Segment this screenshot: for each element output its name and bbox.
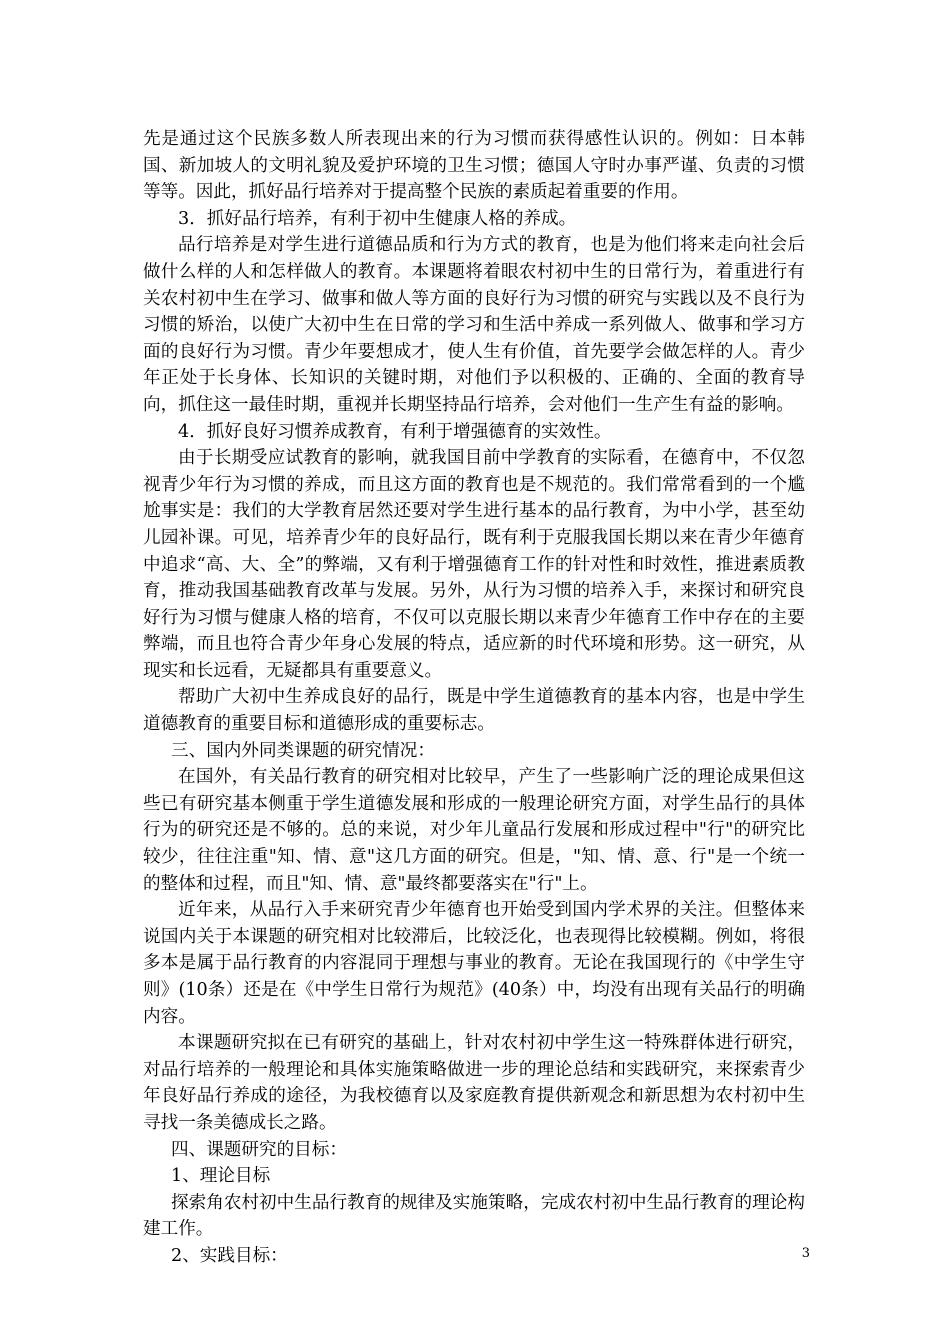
subheading-practice-goal: 2、实践目标： xyxy=(171,1245,288,1266)
paragraph-theory-goal: 探索角农村初中生品行教育的规律及实施策略，完成农村初中生品行教育的理论构建工作。 xyxy=(143,1192,805,1240)
paragraph-domestic-research: 近年来，从品行入手来研究青少年德育也开始受到国内学术界的关注。但整体来说国内关于本课题的研究相对比较滞后，比较泛化，也表现得比较模糊。例如，将很多本是属于品行教育的内容混同于理想与事业的教育。无论在我国现行的《中学生守则》(10条）还是在《中学生日常行为规范》(40条）中，均没有出现有关品行的明确内容。 xyxy=(143,900,805,1027)
heading-item-3: 3．抓好品行培养，有利于初中生健康人格的养成。 xyxy=(178,208,577,229)
paragraph-help-students: 帮助广大初中生养成良好的品行，既是中学生道德教育的基本内容，也是中学生道德教育的重要目标和道德形成的重要标志。 xyxy=(143,687,805,735)
paragraph-exam-education: 由于长期受应试教育的影响，就我国目前中学教育的实际看，在德育中，不仅忽视青少年行为习惯的养成，而且这方面的教育也是不规范的。我们常常看到的一个尴尬事实是：我们的大学教育居然还要对学生进行基本的品行教育，为中小学，甚至幼儿园补课。可见，培养青少年的良好品行，既有利于克服我国长期以来在青少年德育中追求“高、大、全”的弊端，又有利于增强德育工作的针对性和时效性，推进素质教育，推动我国基础教育改革与发展。另外，从行为习惯的培养入手，来探讨和研究良好行为习惯与健康人格的培育，不仅可以克服长期以来青少年德育工作中存在的主要弊端，而且也符合青少年身心发展的特点，适应新的时代环境和形势。这一研究，从现实和长远看，无疑都具有重要意义。 xyxy=(143,448,805,681)
subheading-theory-goal: 1、理论目标 xyxy=(171,1166,271,1187)
section-heading-research-status: 三、国内外同类课题的研究情况： xyxy=(171,740,435,761)
section-heading-goals: 四、课题研究的目标： xyxy=(171,1139,347,1160)
paragraph-foreign-research: 在国外，有关品行教育的研究相对比较早，产生了一些影响广泛的理论成果但这些已有研究基本侧重于学生道德发展和形成的一般理论研究方面，对学生品行的具体行为的研究还是不够的。总的来说，对少年儿童品行发展和形成过程中"行"的研究比较少，往往注重"知、情、意"这几方面的研究。但是，"知、情、意、行"是一个统一的整体和过程，而且"知、情、意"最终都要落实在"行"上。 xyxy=(143,767,805,894)
page-number: 3 xyxy=(801,1246,810,1261)
paragraph-character-training: 品行培养是对学生进行道德品质和行为方式的教育，也是为他们将来走向社会后做什么样的人和怎样做人的教育。本课题将着眼农村初中生的日常行为，着重进行有关农村初中生在学习、做事和做人等方面的良好行为习惯的研究与实践以及不良行为习惯的矫治，以使广大初中生在日常的学习和生活中养成一系列做人、做事和学习方面的良好行为习惯。青少年要想成才，使人生有价值，首先要学会做怎样的人。青少年正处于长身体、长知识的关键时期，对他们予以积极的、正确的、全面的教育导向，抓住这一最佳时期，重视并长期坚持品行培养，会对他们一生产生有益的影响。 xyxy=(143,235,805,415)
paragraph-continuation: 先是通过这个民族多数人所表现出来的行为习惯而获得感性认识的。例如：日本韩国、新加坡人的文明礼貌及爱护环境的卫生习惯；德国人守时办事严谨、负责的习惯等等。因此，抓好品行培养对于提高整个民族的素质起着重要的作用。 xyxy=(143,129,805,203)
document-page xyxy=(143,126,805,1270)
heading-item-4: 4．抓好良好习惯养成教育，有利于增强德育的实效性。 xyxy=(178,421,612,442)
paragraph-project-plan: 本课题研究拟在已有研究的基础上，针对农村初中学生这一特殊群体进行研究，对品行培养的一般理论和具体实施策略做进一步的理论总结和实践研究，来探索青少年良好品行养成的途径，为我校德育以及家庭教育提供新观念和新思想为农村初中生寻找一条美德成长之路。 xyxy=(143,1033,805,1133)
